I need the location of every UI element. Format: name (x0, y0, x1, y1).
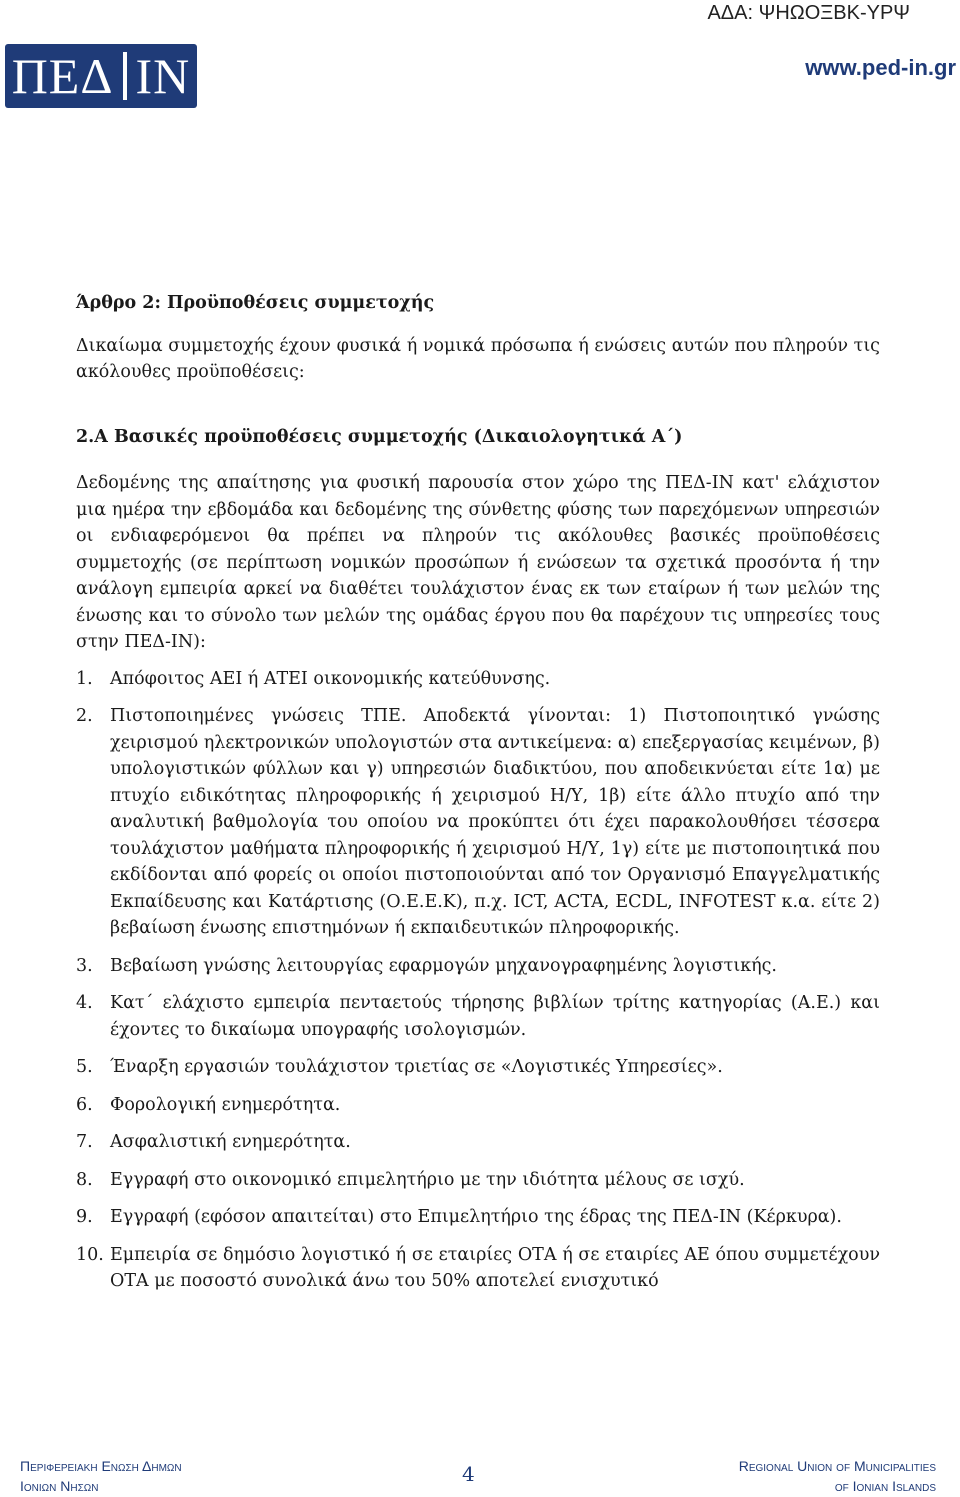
list-item-number: 2. (76, 706, 93, 726)
article-body (76, 290, 880, 1306)
list-item (76, 1129, 880, 1156)
list-item-number: 8. (76, 1169, 93, 1190)
list-item (76, 703, 880, 942)
page-number: 4 (462, 1462, 475, 1486)
list-item-number: 6. (76, 1094, 93, 1115)
list-item-number: 7. (76, 1132, 93, 1152)
list-item (76, 666, 880, 693)
list-item-text: Κατ΄ ελάχιστο εμπειρία πενταετούς τήρησης βιβλίων τρίτης κατηγορίας (Α.Ε.) και έχοντες το δικαίωμα υπογραφής ισολογισμών. (110, 993, 880, 1040)
list-item-text: Φορολογική ενημερότητα. (110, 1094, 341, 1115)
list-item (76, 1204, 880, 1231)
logo-text-right: ΙΝ (135, 48, 191, 104)
footer-org-english-line2: of Ionian Islands (834, 1478, 936, 1494)
list-item-number: 4. (76, 993, 93, 1013)
logo-divider (123, 52, 127, 100)
article-intro: Δικαίωμα συμμετοχής έχουν φυσικά ή νομικά πρόσωπα ή ενώσεις αυτών που πληρούν τις ακόλουθες προϋποθέσεις: (76, 335, 880, 382)
list-item-number: 10. (76, 1244, 104, 1265)
section-title: 2.Α Βασικές προϋποθέσεις συμμετοχής (Δικαιολογητικά Α΄) (76, 426, 683, 447)
footer-org-greek-line1: Περιφερειακη Ενωση Δημων (20, 1458, 182, 1474)
requirements-list (76, 666, 880, 1295)
list-item-text: Βεβαίωση γνώσης λειτουργίας εφαρμογών μηχανογραφημένης λογιστικής. (110, 955, 777, 976)
section-text: Δεδομένης της απαίτησης για φυσική παρουσία στον χώρο της ΠΕΔ-ΙΝ κατ' ελάχιστον μια ημέρα την εβδομάδα και δεδομένης της σύνθετης φύσης των παρεχόμενων υπηρεσιών οι ενδιαφερόμενοι θα πρέπει να πληρούν τις ακόλουθες βασικές προϋποθέσεις συμμετοχής (σε περίπτωση νομικών προσώπων ή ενώσεων τα σχετικά προσόντα ή την ανάλογη εμπειρία αρκεί να διαθέτει τουλάχιστον ένας εκ των εταίρων ή των μελών της ένωσης και το σύνολο των μελών της ομάδας έργου που θα παρέχουν τις υπηρεσίες τους στην ΠΕΔ-ΙΝ): (76, 473, 880, 652)
list-item (76, 990, 880, 1043)
list-item-number: 5. (76, 1057, 93, 1077)
list-item-text: Έναρξη εργασιών τουλάχιστον τριετίας σε «Λογιστικές Υπηρεσίες». (110, 1057, 723, 1077)
footer-org-greek-line2: Ιονιων Νησων (20, 1478, 99, 1494)
list-item (76, 1092, 880, 1119)
list-item (76, 953, 880, 980)
list-item-text: Εμπειρία σε δημόσιο λογιστικό ή σε εταιρίες ΟΤΑ ή σε εταιρίες ΑΕ όπου συμμετέχουν ΟΤΑ με ποσοστό συνολικά άνω του 50% αποτελεί ενισχυτικό (110, 1244, 880, 1291)
website-url[interactable]: www.ped-in.gr (805, 55, 956, 80)
list-item-text: Εγγραφή (εφόσον απαιτείται) στο Επιμελητήριο της έδρας της ΠΕΔ-ΙΝ (Κέρκυρα). (110, 1207, 842, 1227)
logo-text-left: ΠΕΔ (11, 48, 114, 104)
list-item (76, 1054, 880, 1081)
article-title: Άρθρο 2: Προϋποθέσεις συμμετοχής (76, 293, 435, 313)
ada-code: ΑΔΑ: ΨΗΩΟΞΒΚ-ΥΡΨ (707, 2, 910, 24)
list-item-number: 3. (76, 955, 93, 976)
list-item-number: 1. (76, 668, 93, 689)
list-item-text: Ασφαλιστική ενημερότητα. (110, 1132, 351, 1152)
ped-in-logo (5, 44, 197, 108)
footer-org-greek (20, 1456, 182, 1496)
footer-org-english (739, 1456, 936, 1496)
list-item-text: Εγγραφή στο οικονομικό επιμελητήριο με την ιδιότητα μέλους σε ισχύ. (110, 1169, 745, 1190)
list-item (76, 1167, 880, 1194)
footer-org-english-line1: Regional Union of Municipalities (738, 1458, 936, 1474)
list-item-number: 9. (76, 1207, 93, 1227)
list-item-text: Πιστοποιημένες γνώσεις ΤΠΕ. Αποδεκτά γίνονται: 1) Πιστοποιητικό γνώσης χειρισμού ηλεκτρονικών υπολογιστών στα αντικείμενα: α) επεξεργασίας κειμένων, β) υπολογιστικών φύλλων και γ) υπηρεσιών διαδικτύου, που αποδεικνύεται είτε 1α) με πτυχίο ειδικότητας πληροφορικής ή χειρισμού Η/Υ, 1β) είτε άλλο πτυχίο από την αναλυτική βαθμολογία του οποίου να προκύπτει ότι έχει παρακολουθήσει τέσσερα τουλάχιστον μαθήματα πληροφορικής ή χειρισμού Η/Υ, 1γ) είτε με πιστοποιητικά που εκδίδονται από φορείς οι οποίοι πιστοποιούνται από τον Οργανισμό Επαγγελματικής Εκπαίδευσης και Κατάρτισης (Ο.Ε.Ε.Κ), π.χ. ICT, ACTA, ECDL, INFOTEST κ.α. είτε 2) βεβαίωση ένωσης επιστημόνων ή εκπαιδευτικών πληροφορικής. (110, 706, 880, 938)
list-item (76, 1242, 880, 1295)
list-item-text: Απόφοιτος ΑΕΙ ή ΑΤΕΙ οικονομικής κατεύθυνσης. (110, 668, 551, 689)
